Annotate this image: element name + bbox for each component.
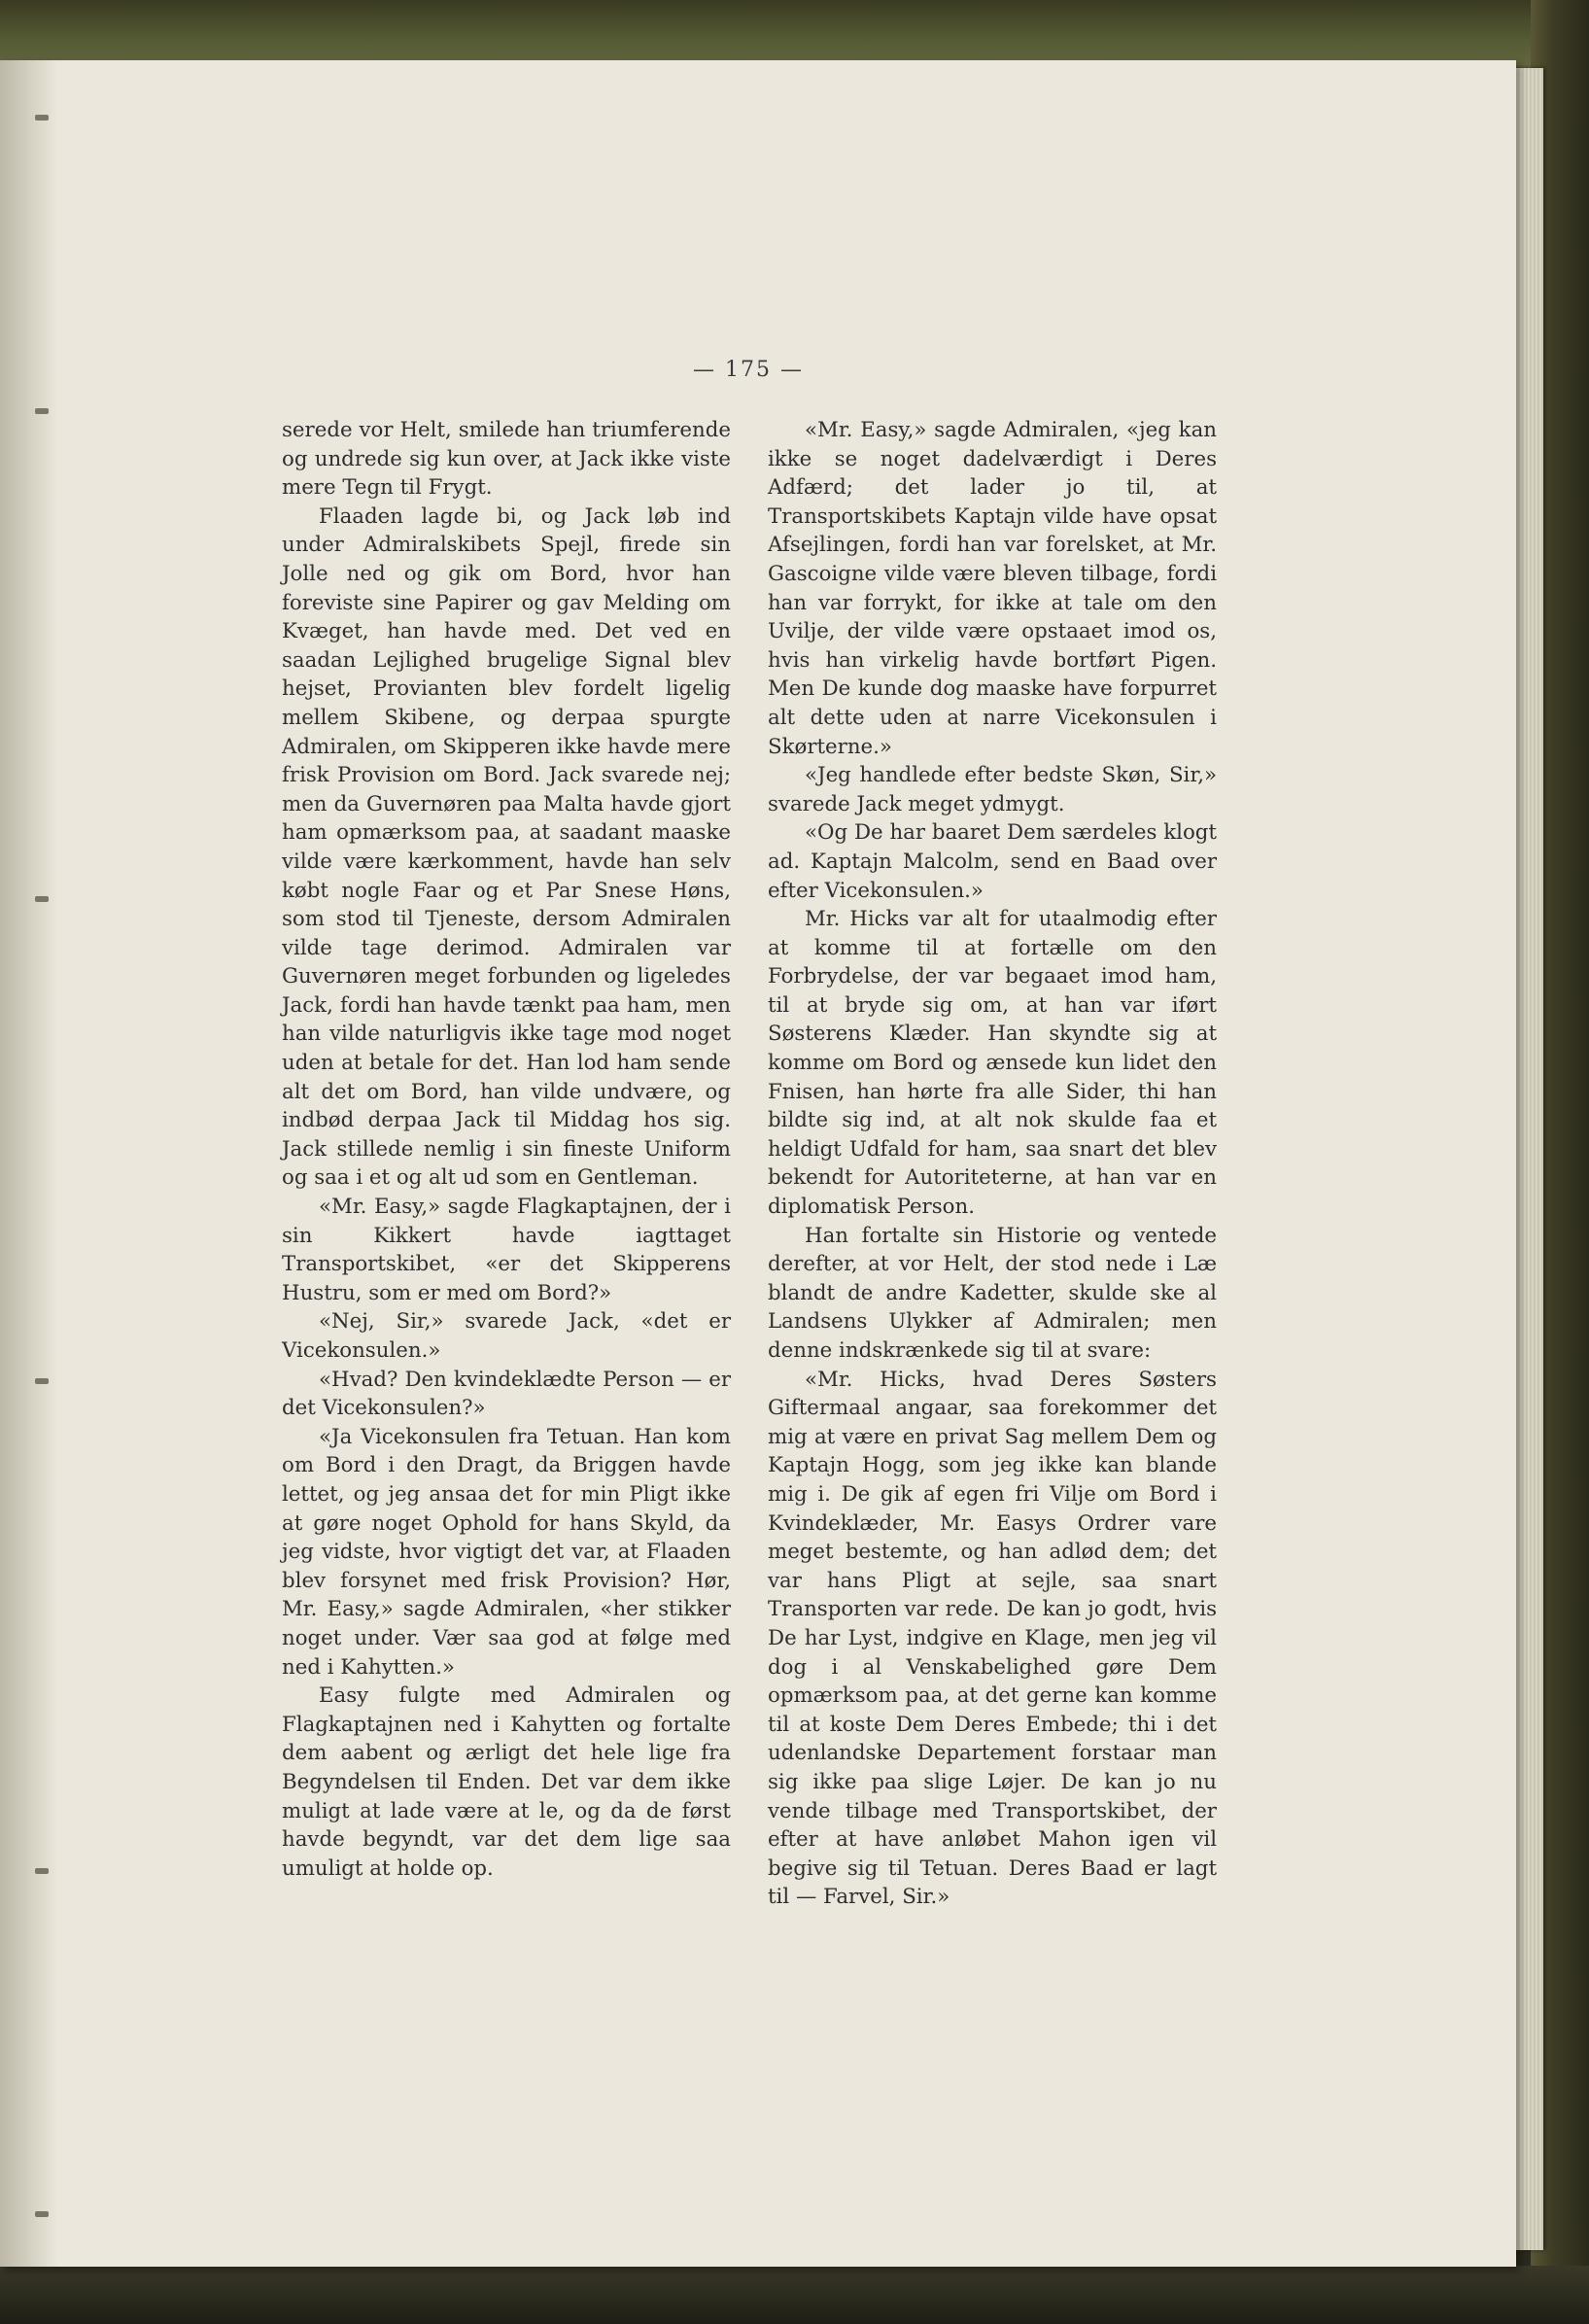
paragraph: «Mr. Hicks, hvad Deres Søsters Giftermaal angaar, saa forekommer det mig at være en privat Sag mellem Dem og Kaptajn Hogg, som jeg ikke kan blande mig i. De gik af egen fri Vilje om Bord i Kvindeklæder, Mr. Easys Ordrer vare meget bestemte, og han adlød dem; det var hans Pligt at sejle, saa snart Transporten var rede. De kan jo godt, hvis De har Lyst, indgive en Klage, men jeg vil dog i al Venskabelighed gøre Dem opmærksom paa, at det gerne kan komme til at koste Dem Deres Embede; thi i det udenlandske Departement forstaar man sig ikke paa slige Løjer. De kan jo nu vende tilbage med Transportskibet, der efter at have anløbet Mahon igen vil begive sig til Tetuan. Deres Baad er lagt til — Farvel, Sir.» [768, 1367, 1217, 1910]
binding-mark [35, 1378, 49, 1384]
paragraph: «Ja Vicekonsulen fra Tetuan. Han kom om Bord i den Dragt, da Briggen havde lettet, og jeg ansaa det for min Pligt ikke at gøre noget Ophold for hans Skyld, da jeg vidste, hvor vigtigt det var, at Flaaden blev forsynet med frisk Provision? Hør, Mr. Easy,» sagde Admiralen, «her stikker noget under. Vær saa god at følge med ned i Kahytten.» [282, 1424, 731, 1680]
paragraph: «Hvad? Den kvindeklædte Person — er det Vicekonsulen?» [282, 1367, 731, 1421]
left-column [282, 416, 731, 1883]
book-cover-bottom [0, 2266, 1589, 2324]
paragraph: Flaaden lagde bi, og Jack løb ind under Admiralskibets Spejl, firede sin Jolle ned og gik om Bord, hvor han foreviste sine Papirer og gav Melding om Kvæget, han havde med. Det ved en saadan Lejlighed brugelige Signal blev hejset, Provianten blev fordelt ligelig mellem Skibene, og derpaa spurgte Admiralen, om Skipperen ikke havde mere frisk Provision om Bord. Jack svarede nej; men da Guvernøren paa Malta havde gjort ham opmærksom paa, at saadant maaske vilde være kærkomment, havde han selv købt nogle Faar og et Par Snese Høns, som stod til Tjeneste, dersom Admiralen vilde tage derimod. Admiralen var Guvernøren meget forbunden og ligeledes Jack, fordi han havde tænkt paa ham, men han vilde naturligvis ikke tage mod noget uden at betale for det. Han lod ham sende alt det om Bord, han vilde undvære, og indbød derpaa Jack til Middag hos sig. Jack stillede nemlig i sin fineste Uniform og saa i et og alt ud som en Gentleman. [282, 503, 731, 1191]
page-number: — 175 — [693, 358, 804, 382]
paragraph: Han fortalte sin Historie og ventede derefter, at vor Helt, der stod nede i Læ blandt de andre Kadetter, skulde ske al Landsens Ulykker af Admiralen; men denne indskrænkede sig til at svare: [768, 1223, 1217, 1363]
page-gutter [0, 60, 58, 2267]
paragraph: «Mr. Easy,» sagde Flagkaptajnen, der i sin Kikkert havde iagttaget Transportskibet, «er det Skipperens Hustru, som er med om Bord?» [282, 1195, 731, 1305]
paragraph: Easy fulgte med Admiralen og Flagkaptajnen ned i Kahytten og fortalte dem aabent og ærligt det hele lige fra Begyndelsen til Enden. Det var dem ikke muligt at lade være at le, og da de først havde begyndt, var det dem lige saa umuligt at holde op. [282, 1683, 731, 1881]
binding-mark [35, 115, 49, 121]
binding-mark [35, 2211, 49, 2217]
paragraph: «Mr. Easy,» sagde Admiralen, «jeg kan ikke se noget dadelværdigt i Deres Adfærd; det lader jo til, at Transportskibets Kaptajn vilde have opsat Afsejlingen, fordi han var forelsket, at Mr. Gascoigne vilde være bleven tilbage, fordi han var forrykt, for ikke at tale om den Uvilje, der vilde være opstaaet imod os, hvis han virkelig havde bortført Pigen. Men De kunde dog maaske have forpurret alt dette uden at narre Vicekonsulen i Skørterne.» [768, 418, 1217, 759]
right-column [768, 416, 1217, 1912]
paragraph: «Jeg handlede efter bedste Skøn, Sir,» svarede Jack meget ydmygt. [768, 763, 1217, 816]
binding-mark [35, 1868, 49, 1874]
paragraph: «Nej, Sir,» svarede Jack, «det er Vicekonsulen.» [282, 1309, 731, 1363]
binding-mark [35, 408, 49, 414]
binding-mark [35, 896, 49, 902]
paragraph: «Og De har baaret Dem særdeles klogt ad. Kaptajn Malcolm, send en Baad over efter Vicekonsulen.» [768, 820, 1217, 903]
paragraph: serede vor Helt, smilede han triumferende og undrede sig kun over, at Jack ikke viste mere Tegn til Frygt. [282, 418, 731, 501]
paragraph: Mr. Hicks var alt for utaalmodig efter at komme til at fortælle om den Forbrydelse, der var begaaet imod ham, til at bryde sig om, at han var iført Søsterens Klæder. Han skyndte sig at komme om Bord og ænsede kun lidet den Fnisen, han hørte fra alle Sider, thi han bildte sig ind, at alt nok skulde faa et heldigt Udfald for ham, saa snart det blev bekendt for Autoriteterne, at han var en diplomatisk Person. [768, 907, 1217, 1220]
book-page [0, 60, 1516, 2267]
